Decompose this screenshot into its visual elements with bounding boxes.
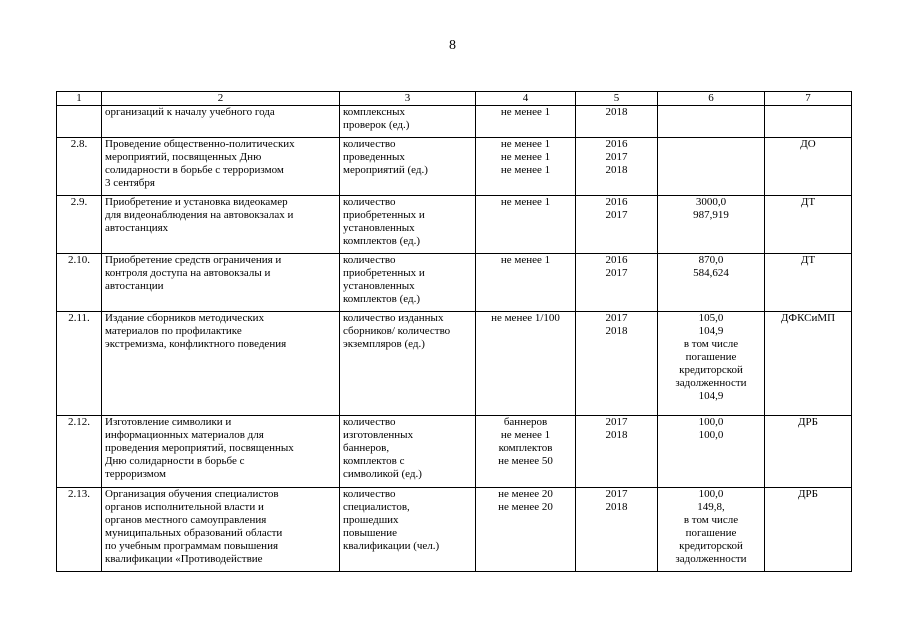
col-header-7: 7 (765, 92, 852, 106)
cell-line: автостанции (105, 280, 164, 292)
cell-years (576, 138, 658, 196)
cell-line: материалов по профилактике (105, 325, 242, 337)
cell-line: 3000,0 (695, 196, 727, 208)
cell-line: 2018 (605, 106, 628, 118)
cell-indicator (340, 312, 476, 416)
cell-line: прошедших (343, 514, 399, 526)
cell-line: комплектов (ед.) (343, 293, 421, 305)
table-row (57, 312, 852, 416)
cell-funding (658, 416, 765, 488)
cell-indicator (340, 196, 476, 254)
cell-years (576, 312, 658, 416)
cell-line: проверок (ед.) (343, 119, 410, 131)
cell-line: задолженности (675, 377, 747, 389)
cell-line: повышение (343, 527, 397, 539)
cell-line: не менее 50 (498, 455, 553, 467)
cell-line: Проведение общественно-политических (105, 138, 295, 150)
cell-line: Приобретение средств ограничения и (105, 254, 282, 266)
cell-line: Издание сборников методических (105, 312, 265, 324)
cell-indicator (340, 138, 476, 196)
cell-line: муниципальных образований области (105, 527, 283, 539)
cell-line: 2018 (605, 501, 628, 513)
cell-number (57, 106, 102, 138)
cell-line: изготовленных (343, 429, 414, 441)
cell-line: 100,0 (698, 416, 724, 428)
cell-line: комплексных (343, 106, 406, 118)
cell-line: количество (343, 138, 396, 150)
cell-line: количество (343, 416, 396, 428)
table-row (57, 138, 852, 196)
cell-line: 100,0 (698, 488, 724, 500)
cell-line: 584,624 (693, 267, 729, 279)
cell-line: солидарности в борьбе с терроризмом (105, 164, 284, 176)
cell-line: кредиторской (679, 540, 743, 552)
cell-line: 3 сентября (105, 177, 155, 189)
cell-line: организаций к началу учебного года (105, 106, 275, 118)
cell-line: комплектов (ед.) (343, 235, 421, 247)
cell-number: 2.9. (57, 196, 102, 254)
cell-line: квалификации (чел.) (343, 540, 440, 552)
cell-line: терроризмом (105, 468, 166, 480)
cell-target-value (476, 254, 576, 312)
cell-target-value (476, 106, 576, 138)
cell-line: сборников/ количество (343, 325, 451, 337)
table-row (57, 196, 852, 254)
cell-line: не менее 1 (500, 254, 551, 266)
cell-activity (102, 312, 340, 416)
cell-line: комплектов (498, 442, 553, 454)
cell-target-value (476, 196, 576, 254)
cell-line: кредиторской (679, 364, 743, 376)
cell-line: в том числе (683, 338, 739, 350)
cell-line: не менее 1 (500, 151, 551, 163)
cell-funding (658, 106, 765, 138)
cell-line: количество изданных (343, 312, 444, 324)
col-header-5: 5 (576, 92, 658, 106)
cell-line: Приобретение и установка видеокамер (105, 196, 288, 208)
cell-line: 2017 (605, 488, 628, 500)
cell-line: не менее 1 (500, 138, 551, 150)
cell-line: специалистов, (343, 501, 410, 513)
cell-line: проведенных (343, 151, 405, 163)
cell-executor: ДТ (765, 196, 852, 254)
cell-line: для видеонаблюдения на автовокзалах и (105, 209, 294, 221)
cell-activity (102, 106, 340, 138)
cell-line: задолженности (675, 553, 747, 565)
col-header-3: 3 (340, 92, 476, 106)
table-row (57, 416, 852, 488)
cell-line: приобретенных и (343, 267, 425, 279)
cell-funding (658, 312, 765, 416)
cell-line: органов исполнительной власти и (105, 501, 264, 513)
cell-years (576, 196, 658, 254)
cell-line: приобретенных и (343, 209, 425, 221)
cell-line: 2017 (605, 209, 628, 221)
cell-line: не менее 1/100 (491, 312, 560, 324)
cell-target-value (476, 488, 576, 572)
cell-funding (658, 254, 765, 312)
cell-indicator (340, 106, 476, 138)
cell-years (576, 254, 658, 312)
cell-number: 2.12. (57, 416, 102, 488)
cell-target-value (476, 138, 576, 196)
cell-line: мероприятий (ед.) (343, 164, 428, 176)
cell-target-value (476, 312, 576, 416)
cell-line: комплектов с (343, 455, 405, 467)
cell-line: 2018 (605, 429, 628, 441)
cell-line: не менее 1 (500, 196, 551, 208)
cell-line: 104,9 (698, 325, 724, 337)
table-row (57, 488, 852, 572)
table-row (57, 254, 852, 312)
cell-activity (102, 416, 340, 488)
cell-line: 149,8, (697, 501, 725, 513)
cell-indicator (340, 254, 476, 312)
page-number: 8 (449, 38, 456, 53)
cell-line: баннеров (503, 416, 548, 428)
cell-line: установленных (343, 280, 415, 292)
cell-number: 2.10. (57, 254, 102, 312)
cell-line: не менее 20 (498, 501, 553, 513)
cell-activity (102, 138, 340, 196)
cell-line: экземпляров (ед.) (343, 338, 425, 350)
cell-line: 105,0 (698, 312, 724, 324)
program-table (56, 91, 852, 572)
cell-line: 987,919 (693, 209, 729, 221)
cell-number: 2.11. (57, 312, 102, 416)
cell-executor: ДРБ (765, 416, 852, 488)
cell-line: 2017 (605, 151, 628, 163)
cell-line: 100,0 (698, 429, 724, 441)
cell-line: погашение (685, 527, 737, 539)
cell-line: экстремизма, конфликтного поведения (105, 338, 287, 350)
cell-line: 104,9 (698, 390, 724, 402)
cell-line: автостанциях (105, 222, 169, 234)
cell-line: 2018 (605, 164, 628, 176)
cell-line: 2017 (605, 312, 628, 324)
col-header-4: 4 (476, 92, 576, 106)
cell-line: квалификации «Противодействие (105, 553, 263, 565)
cell-indicator (340, 416, 476, 488)
cell-line: 870,0 (698, 254, 724, 266)
cell-target-value (476, 416, 576, 488)
cell-line: в том числе (683, 514, 739, 526)
cell-years (576, 106, 658, 138)
cell-line: количество (343, 196, 396, 208)
header-row (57, 92, 852, 106)
cell-line: 2017 (605, 416, 628, 428)
table-row (57, 106, 852, 138)
cell-executor: ДО (765, 138, 852, 196)
cell-activity (102, 254, 340, 312)
cell-activity (102, 196, 340, 254)
cell-line: 2017 (605, 267, 628, 279)
cell-line: Организация обучения специалистов (105, 488, 279, 500)
col-header-1: 1 (57, 92, 102, 106)
cell-years (576, 488, 658, 572)
cell-line: контроля доступа на автовокзалы и (105, 267, 271, 279)
cell-funding (658, 196, 765, 254)
cell-years (576, 416, 658, 488)
cell-indicator (340, 488, 476, 572)
cell-executor: ДТ (765, 254, 852, 312)
cell-line: 2018 (605, 325, 628, 337)
cell-funding (658, 138, 765, 196)
col-header-2: 2 (102, 92, 340, 106)
cell-line: количество (343, 488, 396, 500)
cell-line: не менее 1 (500, 164, 551, 176)
cell-line: баннеров, (343, 442, 390, 454)
cell-line: 2016 (605, 138, 628, 150)
cell-line: 2016 (605, 196, 628, 208)
cell-funding (658, 488, 765, 572)
cell-line: не менее 20 (498, 488, 553, 500)
cell-line: установленных (343, 222, 415, 234)
cell-line: символикой (ед.) (343, 468, 422, 480)
cell-executor (765, 106, 852, 138)
col-header-6: 6 (658, 92, 765, 106)
cell-line: по учебным программам повышения (105, 540, 279, 552)
cell-number: 2.13. (57, 488, 102, 572)
cell-line: проведения мероприятий, посвященных (105, 442, 294, 454)
cell-line: мероприятий, посвященных Дню (105, 151, 262, 163)
cell-activity (102, 488, 340, 572)
cell-line: Изготовление символики и (105, 416, 232, 428)
cell-line: не менее 1 (500, 106, 551, 118)
cell-line: не менее 1 (500, 429, 551, 441)
cell-line: Дню солидарности в борьбе с (105, 455, 245, 467)
cell-line: количество (343, 254, 396, 266)
cell-executor: ДФКСиМП (765, 312, 852, 416)
cell-executor: ДРБ (765, 488, 852, 572)
table-body (57, 106, 852, 572)
cell-line: 2016 (605, 254, 628, 266)
cell-line: органов местного самоуправления (105, 514, 267, 526)
cell-line: погашение (685, 351, 737, 363)
cell-number: 2.8. (57, 138, 102, 196)
cell-line: информационных материалов для (105, 429, 264, 441)
